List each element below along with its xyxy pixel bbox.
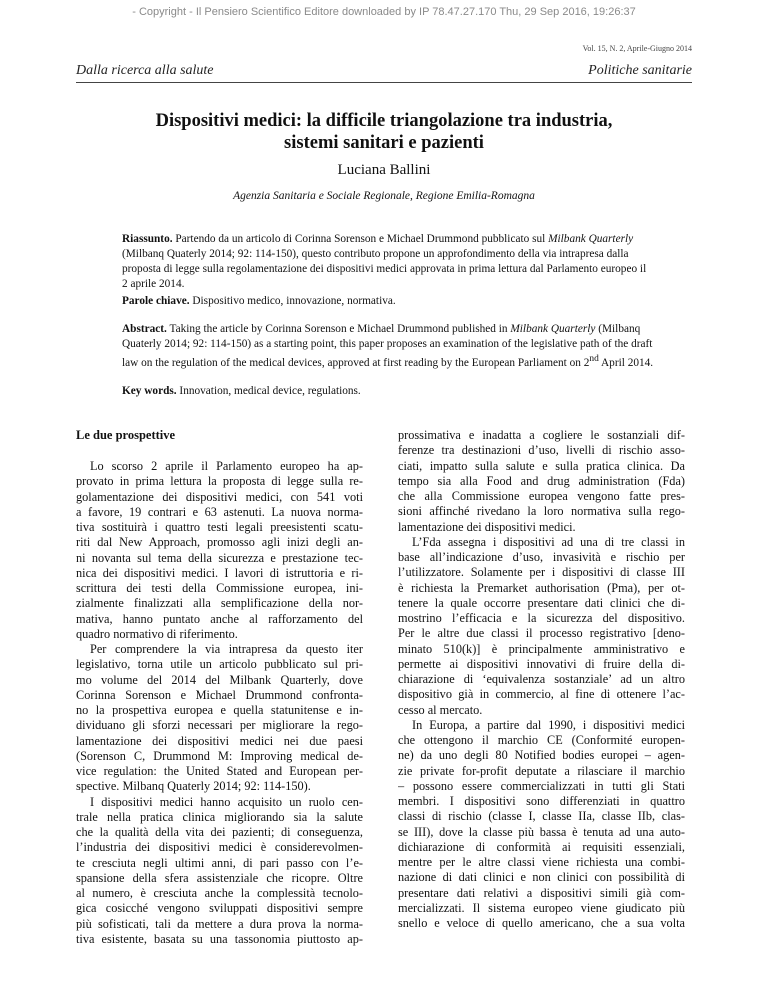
body-line: Lo scorso 2 aprile il Parlamento europeo ha ap- [90, 459, 363, 473]
body-line: permette ai dispositivi innovativi di fruire della di- [398, 656, 685, 671]
body-line: ferenze tra destinazioni d’uso, livelli di rischio asso- [398, 443, 685, 458]
abstract-en-journal: Milbank Quarterly [510, 323, 596, 335]
body-line: che alla Commissione europea vengono fatte pres- [398, 489, 685, 503]
body-line: che ottengono il marchio CE (Conformité europen- [398, 733, 685, 747]
body-line: te cresciuta negli ultimi anni, di pari passo con l’e- [76, 855, 363, 870]
keywords-italian [122, 294, 654, 309]
body-line: no la prospettiva europea e quella statunitense e in- [76, 703, 363, 717]
body-line: lamentazione dei dispositivi medici. [398, 519, 576, 534]
body-line: mativa, hanno puntato anche al rafforzamento del [76, 611, 363, 626]
body-line: spective. Milbanq Quaterly 2014; 92: 114-150). [76, 779, 311, 794]
body-line: – possono essere commercializzati in tutti gli Stati [398, 778, 685, 793]
abstract-it-label: Riassunto. [122, 233, 173, 245]
keywords-it-label: Parole chiave. [122, 295, 190, 307]
body-line: l’utilizzatore. Solamente per i dispositivi di classe III [398, 565, 685, 580]
body-line: Corinna Sorenson e Michael Drummond confronta- [76, 687, 363, 702]
keywords-en-label: Key words. [122, 385, 177, 397]
body-line: ciati, impatto sulla salute e sulla pratica clinica. Da [398, 458, 685, 473]
body-line: che la qualità della vita dei pazienti; di conseguenza, [76, 825, 363, 839]
title-line-2: sistemi sanitari e pazienti [284, 133, 484, 153]
body-line: mo volume del 2014 del Milbank Quarterly, dove [76, 672, 363, 687]
body-line: classi di rischio (classe I, classe IIa, classe IIb, clas- [398, 809, 685, 824]
body-line: cesso al mercato. [398, 702, 483, 717]
body-column-left [76, 459, 363, 947]
body-line: spansione della sfera assistenziale che ricopre. Oltre [76, 870, 363, 885]
body-line: mostrino l’efficacia e la sicurezza del dispositivo. [398, 611, 685, 625]
body-line: prossimativa e inadatta a cogliere le sostanziali dif- [398, 428, 685, 442]
abstract-en-label: Abstract. [122, 323, 167, 335]
body-line: snello e veloce di quello americano, che a sua volta [398, 916, 685, 930]
body-line: golamentazione dei dispositivi medici, con 541 voti [76, 489, 363, 504]
title-line-1: Dispositivi medici: la difficile triangolazione tra industria, [155, 111, 613, 131]
body-line: sioni affinché rivedano la loro normativa sulla rego- [398, 504, 685, 519]
rubric-left: Dalla ricerca alla salute [76, 63, 214, 78]
abstract-italian [122, 232, 654, 292]
body-line: tiva esistente, basata su una tassonomia piuttosto ap- [76, 931, 363, 946]
body-line: membri. I dispositivi sono differenziati in quattro [398, 794, 685, 808]
body-line: mercializzati. Il sistema europeo viene giudicato più [398, 900, 685, 915]
article-title [76, 110, 692, 154]
body-line: vice regulation: the United Stated and European per- [76, 764, 363, 778]
abstract-en-text-a: Taking the article by Corinna Sorenson e Michael Drummond published in [166, 323, 511, 335]
section-rubric [76, 58, 692, 83]
body-line: In Europa, a partire dal 1990, i dispositivi medici [412, 717, 685, 732]
body-line: è richiesta la Premarket authorisation (Pma), per ot- [398, 580, 685, 595]
body-line: (Sorenson C, Drummond M: Improving medical de- [76, 748, 363, 763]
body-line: se III), dove la classe più bassa è tenuta ad una auto- [398, 824, 685, 839]
body-line: chiarazione di ‘equivalenza sostanziale’ ad un altro [398, 672, 685, 686]
body-line: dispositivo già in commercio, al fine di ottenere l’ac- [398, 687, 685, 702]
abstract-en-text-b: (Milbanq Quaterly 2014; 92: 114-150) as a starting point, this paper proposes an examination of the legislative path of the draft law on the regulation of the medical devices, approved at first reading by the European Parliament on 2 [122, 323, 653, 369]
body-line: presentare dati relativi a dispositivi simili già com- [398, 885, 685, 900]
body-line: legislativo, torna utile un articolo pubblicato sul pri- [76, 657, 363, 672]
keywords-it-text: Dispositivo medico, innovazione, normativa. [189, 295, 396, 307]
abstract-it-text-b: (Milbanq Quaterly 2014; 92: 114-150), questo contributo propone un approfondimento della via intrapresa dalla proposta di legge sulla regolamentazione dei dispositivi medici approvata in prima lettura dal Parlamento europeo il 2 aprile 2014. [122, 248, 647, 290]
body-line: Per comprendere la via intrapresa da questo iter [90, 642, 363, 656]
body-line: zie private for-profit deputate a rilasciare il marchio [398, 763, 685, 778]
body-line: gica cosicché vengono sviluppati dispositivi sempre [76, 901, 363, 916]
section-heading: Le due prospettive [76, 428, 176, 442]
keywords-en-text: Innovation, medical device, regulations. [176, 385, 361, 397]
body-line: ni novanta sul tema della sicurezza e prestazione tec- [76, 550, 363, 565]
body-line: trale nella pratica clinica migliorando sia la salute [76, 809, 363, 824]
abstract-en-sup: nd [589, 354, 599, 364]
body-line: base all’indicazione d’uso, invasività e rischio per [398, 550, 685, 564]
body-line: L’Fda assegna i dispositivi ad una di tre classi in [412, 534, 685, 549]
body-line: a favore, 19 contrari e 63 astenuti. La nuova norma- [76, 504, 363, 519]
body-line: nica dei dispositivi medici. I lavori di istruttoria e ri- [76, 565, 363, 580]
body-line: più sofisticati, tali da mettere a dura prova la norma- [76, 916, 363, 931]
body-line: quadro normativo di riferimento. [76, 626, 238, 641]
copyright-notice: - Copyright - Il Pensiero Scientifico Editore downloaded by IP 78.47.27.170 Thu, 29 Sep 2016, 19:26:37 [132, 6, 636, 18]
body-line: tempo sia alla Food and drug administration (Fda) [398, 473, 685, 488]
body-line: lamentazione dei dispositivi medici nei due paesi [76, 733, 363, 748]
body-line: Per le altre due classi il processo registrativo [deno- [398, 626, 685, 641]
body-line: tenere la quale occorre presentare dati clinici che di- [398, 595, 685, 610]
abstract-it-journal: Milbank Quarterly [548, 233, 634, 245]
keywords-english [122, 384, 654, 399]
body-line: dividuano gli sforzi necessari per migliorare la rego- [76, 718, 363, 733]
author-name: Luciana Ballini [337, 162, 431, 178]
body-line: mentre per le altre classi viene richiesta una combi- [398, 855, 685, 869]
body-line: riti dal New Approach, promosso agli inizi degli an- [76, 535, 363, 550]
abstract-it-text-a: Partendo da un articolo di Corinna Sorenson e Michael Drummond pubblicato sul [172, 233, 549, 245]
abstract-en-text-c: April 2014. [598, 356, 654, 369]
body-line: tiva sostituirà i quattro testi legali preesistenti scatu- [76, 520, 363, 534]
rubric-right: Politiche sanitarie [588, 63, 692, 78]
body-line: l’industria dei dispositivi medici è considerevolmen- [76, 840, 363, 855]
body-column-right [398, 428, 685, 931]
body-line: dichiarazione di conformità ai requisiti essenziali, [398, 839, 685, 854]
body-line: al numero, è cresciuta anche la complessità tecnolo- [76, 886, 363, 900]
body-line: I dispositivi medici hanno acquisito un ruolo cen- [90, 794, 363, 809]
author-affiliation: Agenzia Sanitaria e Sociale Regionale, Regione Emilia-Romagna [233, 190, 535, 202]
body-line: scrittura dei testi della Commissione europea, ini- [76, 581, 363, 595]
body-line: zialmente finalizzati alla semplificazione della nor- [76, 596, 363, 611]
abstract-english [122, 322, 654, 371]
body-line: provato in prima lettura la proposta di legge sulla re- [76, 474, 363, 489]
body-line: ne) da uno degli 80 Notified bodies europei – agen- [398, 748, 685, 763]
volume-info: Vol. 15, N. 2, Aprile-Giugno 2014 [582, 44, 692, 53]
body-line: minato 510(k)] è principalmente amministrativo e [398, 641, 685, 656]
body-line: nazione di dati clinici e non clinici con possibilità di [398, 870, 685, 885]
